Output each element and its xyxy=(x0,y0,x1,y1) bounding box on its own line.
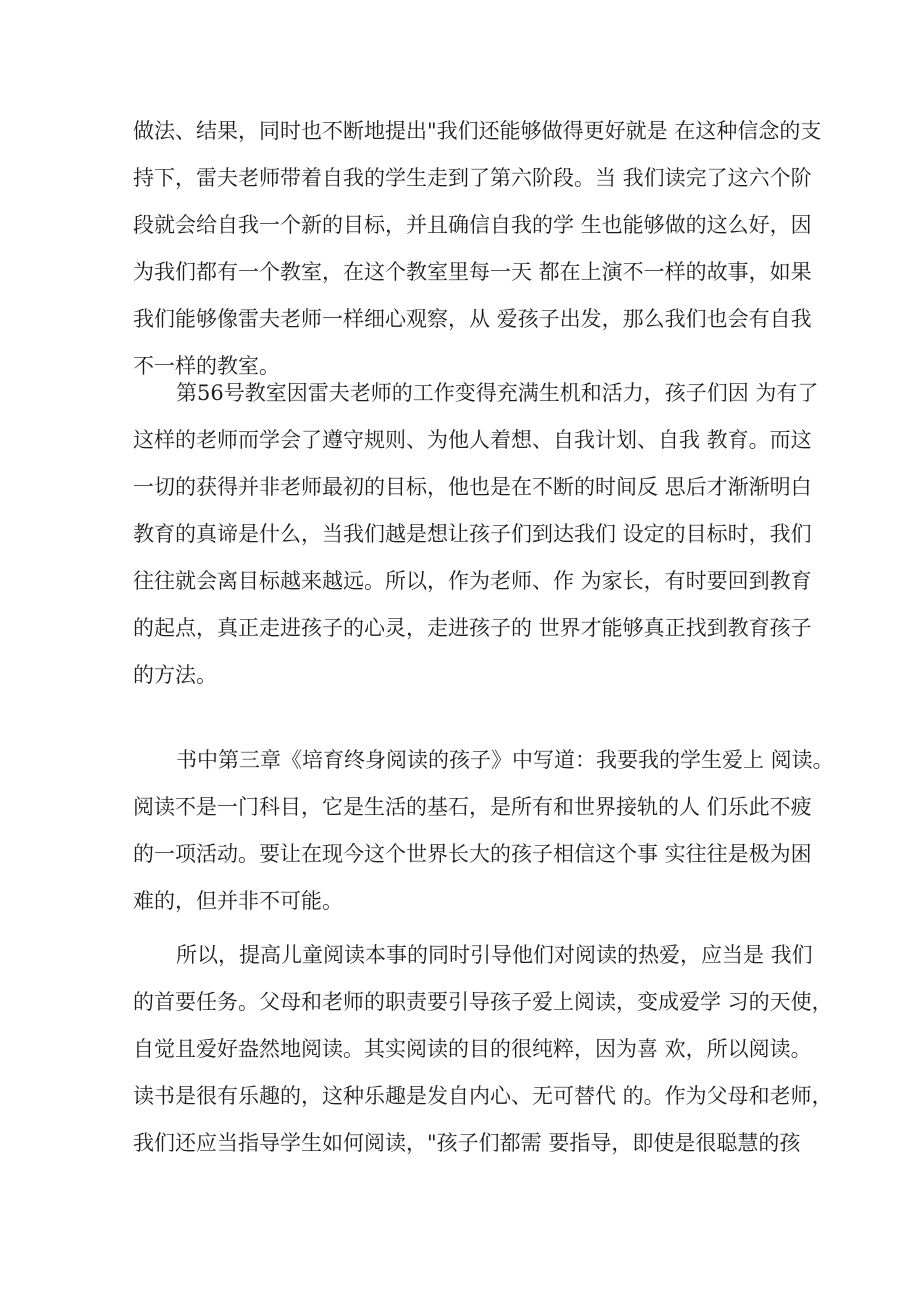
paragraph-line: 这样的老师而学会了遵守规则、为他人着想、自我计划、自我 教育。而这 xyxy=(133,428,812,452)
paragraph-line: 难的，但并非不可能。 xyxy=(133,889,343,913)
paragraph-line: 我们能够像雷夫老师一样细心观察，从 爱孩子出发，那么我们也会有自我 xyxy=(133,307,812,331)
paragraph-line: 的方法。 xyxy=(133,663,217,687)
paragraph-3 xyxy=(133,737,834,925)
paragraph-line: 读书是很有乐趣的，这种乐趣是发自内心、无可替代 的。作为父母和老师， xyxy=(133,1084,833,1108)
paragraph-line: 阅读不是一门科目，它是生活的基石，是所有和世界接轨的人 们乐此不疲 xyxy=(133,795,812,819)
paragraph-line: 往往就会离目标越来越远。所以，作为老师、作 为家长，有时要回到教育 xyxy=(133,569,812,593)
paragraph-line: 做法、结果，同时也不断地提出"我们还能够做得更好就是 在这种信念的支 xyxy=(133,119,822,143)
paragraph-line: 书中第三章《培育终身阅读的孩子》中写道：我要我的学生爱上 阅读。 xyxy=(176,748,834,772)
paragraph-line: 的一项活动。要让在现今这个世界长大的孩子相信这个事 实往往是极为困 xyxy=(133,842,812,866)
paragraph-2 xyxy=(133,370,819,699)
paragraph-line: 教育的真谛是什么，当我们越是想让孩子们到达我们 设定的目标时，我们 xyxy=(133,522,812,546)
paragraph-line: 的首要任务。父母和老师的职责要引导孩子爱上阅读，变成爱学 习的天使， xyxy=(133,990,833,1014)
paragraph-line: 自觉且爱好盎然地阅读。其实阅读的目的很纯粹，因为喜 欢，所以阅读。 xyxy=(133,1037,812,1061)
paragraph-line: 段就会给自我一个新的目标，并且确信自我的学 生也能够做的这么好，因 xyxy=(133,213,812,237)
paragraph-line: 一切的获得并非老师最初的目标，他也是在不断的时间反 思后才渐渐明白 xyxy=(133,475,812,499)
paragraph-line: 不一样的教室。 xyxy=(133,354,280,378)
paragraph-4 xyxy=(133,932,833,1167)
paragraph-line: 所以，提高儿童阅读本事的同时引导他们对阅读的热爱，应当是 我们 xyxy=(176,943,813,967)
paragraph-line: 持下，雷夫老师带着自我的学生走到了第六阶段。当 我们读完了这六个阶 xyxy=(133,166,812,190)
paragraph-line: 为我们都有一个教室，在这个教室里每一天 都在上演不一样的故事，如果 xyxy=(133,260,812,284)
paragraph-line: 的起点，真正走进孩子的心灵，走进孩子的 世界才能够真正找到教育孩子 xyxy=(133,616,812,640)
paragraph-1 xyxy=(133,108,822,390)
paragraph-line: 第56号教室因雷夫老师的工作变得充满生机和活力，孩子们因 为有了 xyxy=(176,381,819,405)
paragraph-line: 我们还应当指导学生如何阅读，"孩子们都需 要指导，即使是很聪慧的孩 xyxy=(133,1131,801,1155)
